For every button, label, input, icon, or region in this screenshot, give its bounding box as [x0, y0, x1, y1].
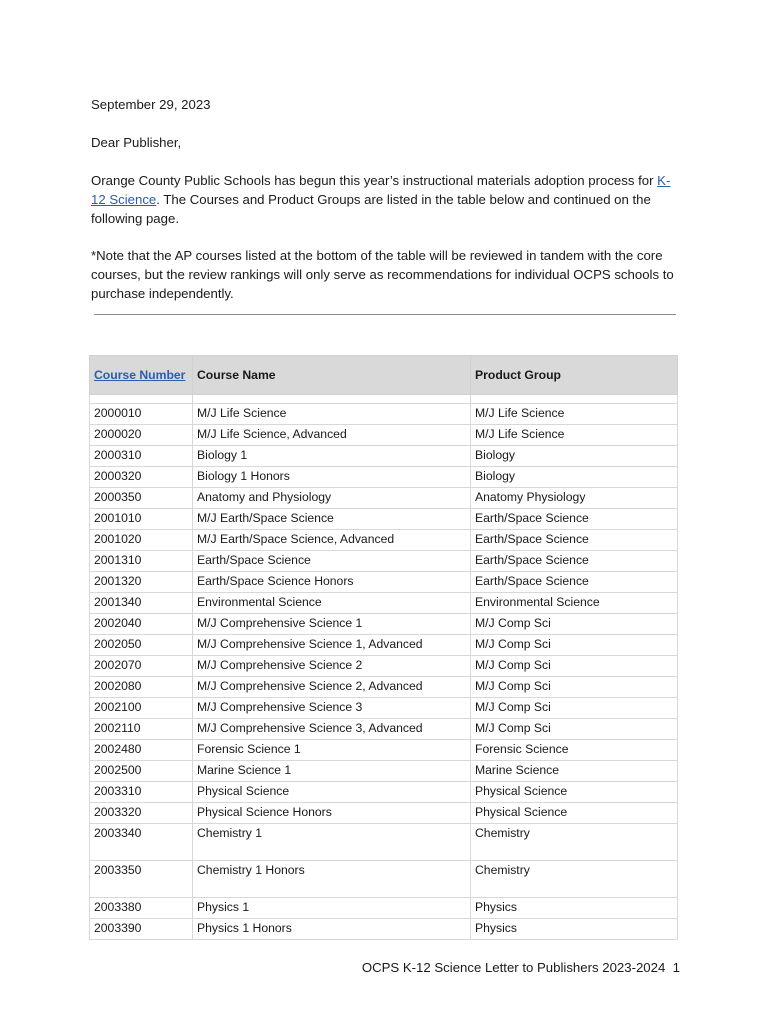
cell-product-group: Environmental Science [471, 593, 678, 614]
table-row [90, 488, 678, 509]
table-row [90, 698, 678, 719]
cell-course-number: 2003310 [90, 782, 193, 803]
letter-salutation: Dear Publisher, [91, 135, 182, 150]
table-row [90, 677, 678, 698]
cell-product-group: Physical Science [471, 782, 678, 803]
table-row [90, 509, 678, 530]
cell-course-number: 2002050 [90, 635, 193, 656]
cell-product-group: M/J Comp Sci [471, 698, 678, 719]
cell-course-name: M/J Comprehensive Science 1, Advanced [193, 635, 471, 656]
table-spacer-row [90, 395, 678, 404]
cell-course-number: 2003390 [90, 919, 193, 940]
cell-course-name: M/J Comprehensive Science 2 [193, 656, 471, 677]
cell-product-group: Earth/Space Science [471, 572, 678, 593]
table-row [90, 572, 678, 593]
cell-course-name: Biology 1 [193, 446, 471, 467]
table-row [90, 898, 678, 919]
table-row [90, 824, 678, 861]
cell-course-name: M/J Comprehensive Science 3, Advanced [193, 719, 471, 740]
cell-course-name: M/J Life Science, Advanced [193, 425, 471, 446]
cell-course-number: 2000020 [90, 425, 193, 446]
cell-product-group: Chemistry [471, 824, 678, 861]
header-product-group: Product Group [471, 356, 678, 395]
cell-product-group: Physics [471, 919, 678, 940]
cell-course-number: 2001340 [90, 593, 193, 614]
footer-page-number: 1 [672, 960, 680, 975]
cell-product-group: Anatomy Physiology [471, 488, 678, 509]
cell-course-name: Chemistry 1 [193, 824, 471, 861]
cell-course-name: Earth/Space Science [193, 551, 471, 572]
cell-product-group: Earth/Space Science [471, 551, 678, 572]
cell-product-group: M/J Comp Sci [471, 656, 678, 677]
header-course-name: Course Name [193, 356, 471, 395]
cell-course-name: Physical Science [193, 782, 471, 803]
cell-course-number: 2000350 [90, 488, 193, 509]
course-number-header-link[interactable]: Course Number [94, 368, 186, 382]
cell-course-number: 2002110 [90, 719, 193, 740]
cell-course-number: 2003340 [90, 824, 193, 861]
table-row [90, 656, 678, 677]
cell-course-name: Physics 1 [193, 898, 471, 919]
cell-course-name: Chemistry 1 Honors [193, 861, 471, 898]
cell-course-number: 2000320 [90, 467, 193, 488]
table-row [90, 593, 678, 614]
table-row [90, 782, 678, 803]
table-row [90, 446, 678, 467]
letter-intro-paragraph [91, 171, 681, 228]
cell-course-name: Environmental Science [193, 593, 471, 614]
cell-course-name: M/J Life Science [193, 404, 471, 425]
table-row [90, 551, 678, 572]
cell-product-group: M/J Comp Sci [471, 677, 678, 698]
cell-product-group: Earth/Space Science [471, 509, 678, 530]
cell-course-number: 2002480 [90, 740, 193, 761]
cell-product-group: Earth/Space Science [471, 530, 678, 551]
letter-note-paragraph: *Note that the AP courses listed at the bottom of the table will be reviewed in tandem with the core courses, but the review rankings will only serve as recommendations for individual OCPS schools to purchase independently. [91, 248, 674, 301]
cell-course-number: 2002080 [90, 677, 193, 698]
cell-product-group: Physical Science [471, 803, 678, 824]
table-row [90, 467, 678, 488]
cell-course-number: 2003320 [90, 803, 193, 824]
cell-course-number: 2002100 [90, 698, 193, 719]
page-footer [362, 960, 680, 975]
cell-product-group: Physics [471, 898, 678, 919]
cell-course-name: Biology 1 Honors [193, 467, 471, 488]
cell-product-group: Forensic Science [471, 740, 678, 761]
cell-course-number: 2000310 [90, 446, 193, 467]
cell-product-group: M/J Comp Sci [471, 719, 678, 740]
cell-course-name: M/J Comprehensive Science 3 [193, 698, 471, 719]
cell-course-number: 2003350 [90, 861, 193, 898]
cell-product-group: M/J Comp Sci [471, 614, 678, 635]
cell-product-group: Biology [471, 467, 678, 488]
cell-course-name: Forensic Science 1 [193, 740, 471, 761]
cell-course-name: Physics 1 Honors [193, 919, 471, 940]
cell-course-name: M/J Earth/Space Science [193, 509, 471, 530]
cell-course-name: Physical Science Honors [193, 803, 471, 824]
k12-science-link[interactable]: K-12 Science [91, 173, 671, 207]
cell-product-group: M/J Life Science [471, 425, 678, 446]
cell-course-name: Marine Science 1 [193, 761, 471, 782]
table-row [90, 425, 678, 446]
cell-course-name: Anatomy and Physiology [193, 488, 471, 509]
cell-product-group: M/J Comp Sci [471, 635, 678, 656]
letter-date: September 29, 2023 [91, 97, 211, 112]
table-body [90, 395, 678, 940]
cell-course-number: 2002500 [90, 761, 193, 782]
table-row [90, 740, 678, 761]
header-course-number[interactable] [90, 356, 193, 395]
table-header-row [90, 356, 678, 395]
cell-course-number: 2000010 [90, 404, 193, 425]
cell-course-number: 2002040 [90, 614, 193, 635]
cell-course-name: M/J Comprehensive Science 1 [193, 614, 471, 635]
cell-course-number: 2001320 [90, 572, 193, 593]
cell-product-group: Chemistry [471, 861, 678, 898]
footer-title: OCPS K-12 Science Letter to Publishers 2023-2024 [361, 960, 666, 975]
intro-text-before-link: Orange County Public Schools has begun this year’s instructional materials adoption process for [91, 173, 658, 188]
cell-course-number: 2001310 [90, 551, 193, 572]
table-row [90, 861, 678, 898]
table-row [90, 404, 678, 425]
cell-course-number: 2001010 [90, 509, 193, 530]
cell-course-name: M/J Comprehensive Science 2, Advanced [193, 677, 471, 698]
table-row [90, 614, 678, 635]
cell-course-name: Earth/Space Science Honors [193, 572, 471, 593]
divider-line [94, 314, 676, 315]
table-row [90, 803, 678, 824]
cell-course-number: 2001020 [90, 530, 193, 551]
table-row [90, 719, 678, 740]
cell-course-number: 2003380 [90, 898, 193, 919]
cell-product-group: Marine Science [471, 761, 678, 782]
cell-product-group: Biology [471, 446, 678, 467]
table-row [90, 530, 678, 551]
table-row [90, 761, 678, 782]
table-row [90, 919, 678, 940]
courses-table [89, 355, 678, 940]
intro-text-after-link: . The Courses and Product Groups are listed in the table below and continued on the following page. [91, 192, 651, 226]
table-row [90, 635, 678, 656]
cell-product-group: M/J Life Science [471, 404, 678, 425]
cell-course-number: 2002070 [90, 656, 193, 677]
cell-course-name: M/J Earth/Space Science, Advanced [193, 530, 471, 551]
